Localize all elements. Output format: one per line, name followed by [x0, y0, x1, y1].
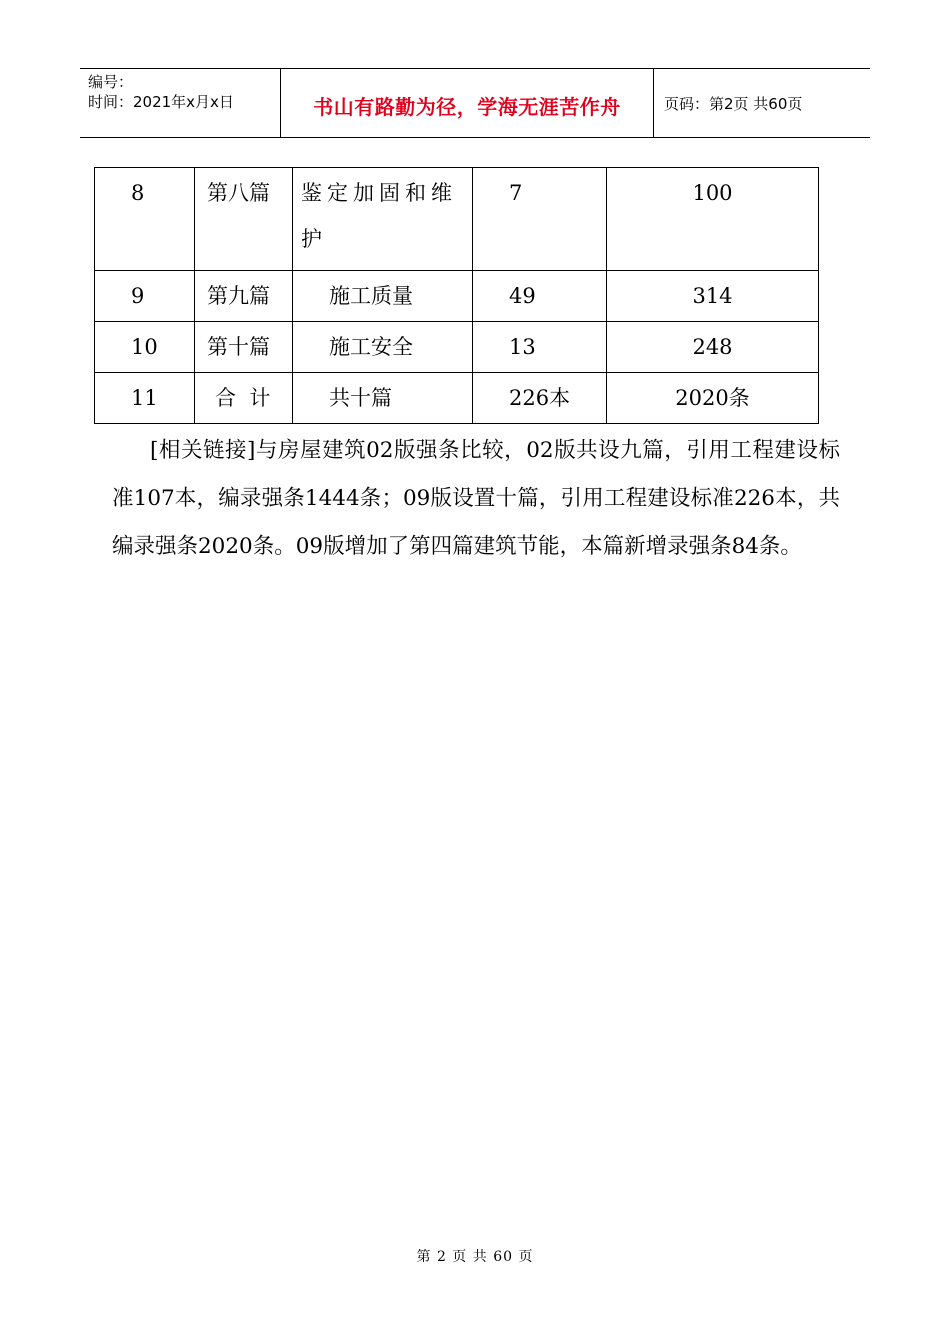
- header-page-cell: [654, 69, 870, 137]
- row-number: 11: [131, 386, 158, 410]
- related-link-paragraph: [相关链接]与房屋建筑02版强条比较，02版共设九篇，引用工程建设标准107本，编录强条1444条；09版设置十篇，引用工程建设标准226本，共编录强条2020条。09版增加了第四篇建筑节能，本篇新增录强条84条。: [112, 438, 840, 559]
- row-count: 49: [509, 284, 536, 308]
- row-total: 314: [692, 284, 733, 308]
- header-slogan-cell: [281, 69, 654, 137]
- row-name: 共十篇: [329, 386, 392, 410]
- number-label: 编号：: [88, 73, 134, 91]
- row-number: 9: [131, 284, 145, 308]
- header-slogan: 书山有路勤为径，学海无涯苦作舟: [313, 95, 621, 119]
- table-row: [95, 168, 819, 271]
- row-section: 第十篇: [207, 335, 270, 359]
- time-label: 时间：2021年x月x日: [88, 93, 234, 111]
- row-section: 合 计: [215, 386, 271, 410]
- row-name: 施工安全: [329, 335, 413, 359]
- row-count: 13: [509, 335, 536, 359]
- header-page-info: 页码：第2页 共60页: [664, 95, 803, 113]
- standards-table: [94, 167, 819, 424]
- header-meta: [80, 69, 281, 137]
- row-total: 248: [692, 335, 733, 359]
- row-section: 第八篇: [207, 181, 270, 205]
- row-number: 8: [131, 181, 145, 205]
- row-total: 100: [692, 181, 733, 205]
- row-section: 第九篇: [207, 284, 270, 308]
- row-count: 7: [509, 181, 523, 205]
- page-header: [80, 68, 870, 138]
- row-name: 鉴定加固和维护: [301, 181, 457, 251]
- table-row: [95, 373, 819, 424]
- row-total: 2020条: [675, 386, 750, 410]
- page-footer: 第 2 页 共 60 页: [416, 1249, 534, 1265]
- table-row: [95, 271, 819, 322]
- row-number: 10: [131, 335, 158, 359]
- row-count: 226本: [509, 386, 571, 410]
- row-name: 施工质量: [329, 284, 413, 308]
- table-row: [95, 322, 819, 373]
